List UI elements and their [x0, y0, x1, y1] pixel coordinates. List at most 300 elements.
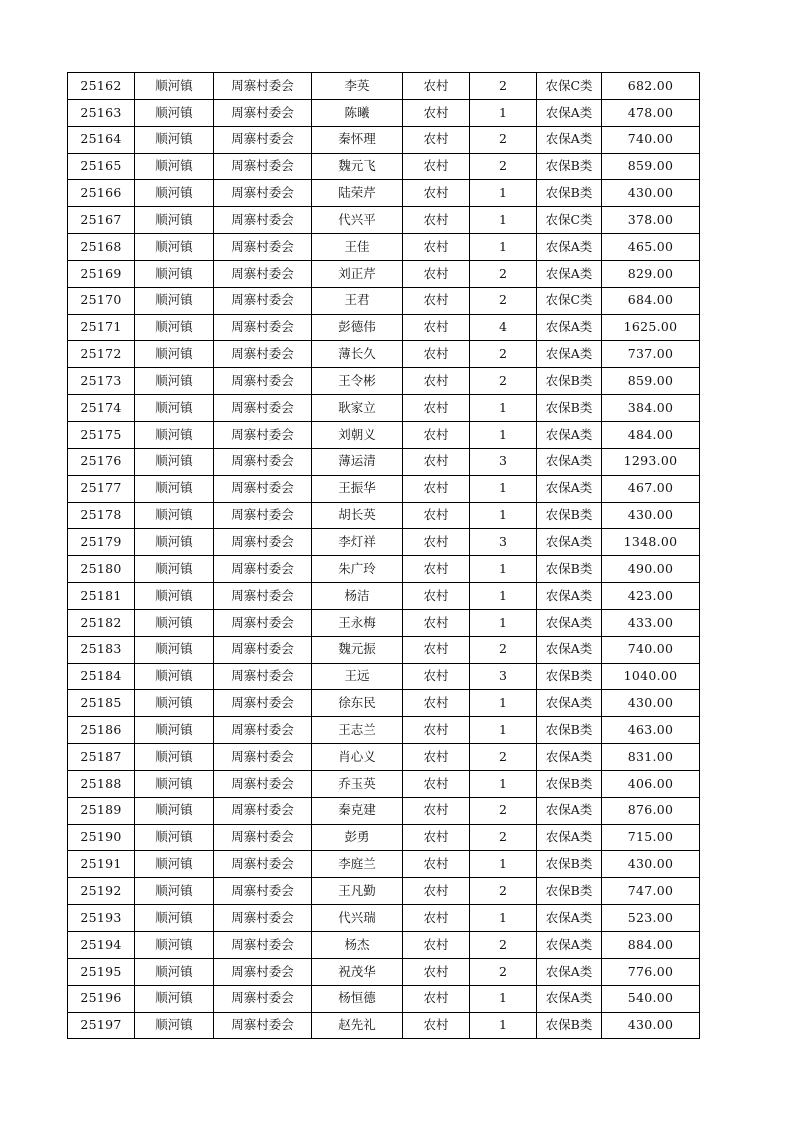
category-cell: 农保B类: [537, 851, 602, 878]
area-type-cell: 农村: [403, 932, 470, 959]
town-cell: 顺河镇: [135, 609, 214, 636]
category-cell: 农保B类: [537, 770, 602, 797]
village-committee-cell: 周寨村委会: [214, 421, 312, 448]
table-row: [68, 663, 700, 690]
area-type-cell: 农村: [403, 529, 470, 556]
town-cell: 顺河镇: [135, 770, 214, 797]
amount-cell: 737.00: [602, 341, 700, 368]
category-cell: 农保B类: [537, 717, 602, 744]
category-cell: 农保A类: [537, 421, 602, 448]
category-cell: 农保B类: [537, 180, 602, 207]
town-cell: 顺河镇: [135, 395, 214, 422]
household-count-cell: 1: [470, 717, 537, 744]
amount-cell: 829.00: [602, 260, 700, 287]
table-row: [68, 770, 700, 797]
category-cell: 农保B类: [537, 502, 602, 529]
village-committee-cell: 周寨村委会: [214, 690, 312, 717]
amount-cell: 740.00: [602, 636, 700, 663]
amount-cell: 478.00: [602, 99, 700, 126]
amount-cell: 433.00: [602, 609, 700, 636]
amount-cell: 430.00: [602, 690, 700, 717]
area-type-cell: 农村: [403, 73, 470, 100]
name-cell: 刘朝义: [312, 421, 403, 448]
area-type-cell: 农村: [403, 851, 470, 878]
area-type-cell: 农村: [403, 958, 470, 985]
table-row: [68, 932, 700, 959]
household-count-cell: 1: [470, 475, 537, 502]
village-committee-cell: 周寨村委会: [214, 234, 312, 261]
village-committee-cell: 周寨村委会: [214, 1012, 312, 1039]
record-id-cell: 25163: [68, 99, 135, 126]
record-id-cell: 25166: [68, 180, 135, 207]
table-row: [68, 448, 700, 475]
household-count-cell: 1: [470, 207, 537, 234]
area-type-cell: 农村: [403, 663, 470, 690]
table-row: [68, 475, 700, 502]
record-id-cell: 25169: [68, 260, 135, 287]
category-cell: 农保A类: [537, 797, 602, 824]
town-cell: 顺河镇: [135, 126, 214, 153]
village-committee-cell: 周寨村委会: [214, 958, 312, 985]
category-cell: 农保A类: [537, 260, 602, 287]
roster-table: [67, 72, 700, 1039]
town-cell: 顺河镇: [135, 958, 214, 985]
category-cell: 农保C类: [537, 287, 602, 314]
record-id-cell: 25172: [68, 341, 135, 368]
amount-cell: 1348.00: [602, 529, 700, 556]
table-row: [68, 207, 700, 234]
household-count-cell: 2: [470, 958, 537, 985]
name-cell: 代兴瑞: [312, 905, 403, 932]
name-cell: 杨恒德: [312, 985, 403, 1012]
record-id-cell: 25192: [68, 878, 135, 905]
town-cell: 顺河镇: [135, 180, 214, 207]
record-id-cell: 25184: [68, 663, 135, 690]
village-committee-cell: 周寨村委会: [214, 341, 312, 368]
category-cell: 农保A类: [537, 905, 602, 932]
village-committee-cell: 周寨村委会: [214, 73, 312, 100]
area-type-cell: 农村: [403, 421, 470, 448]
table-row: [68, 824, 700, 851]
amount-cell: 430.00: [602, 851, 700, 878]
household-count-cell: 1: [470, 609, 537, 636]
amount-cell: 465.00: [602, 234, 700, 261]
household-count-cell: 2: [470, 368, 537, 395]
category-cell: 农保B类: [537, 878, 602, 905]
area-type-cell: 农村: [403, 690, 470, 717]
area-type-cell: 农村: [403, 260, 470, 287]
town-cell: 顺河镇: [135, 932, 214, 959]
record-id-cell: 25185: [68, 690, 135, 717]
name-cell: 杨杰: [312, 932, 403, 959]
amount-cell: 540.00: [602, 985, 700, 1012]
table-row: [68, 878, 700, 905]
town-cell: 顺河镇: [135, 878, 214, 905]
record-id-cell: 25186: [68, 717, 135, 744]
village-committee-cell: 周寨村委会: [214, 636, 312, 663]
village-committee-cell: 周寨村委会: [214, 260, 312, 287]
area-type-cell: 农村: [403, 905, 470, 932]
town-cell: 顺河镇: [135, 475, 214, 502]
record-id-cell: 25193: [68, 905, 135, 932]
name-cell: 王令彬: [312, 368, 403, 395]
record-id-cell: 25164: [68, 126, 135, 153]
category-cell: 农保A类: [537, 744, 602, 771]
table-row: [68, 609, 700, 636]
name-cell: 祝茂华: [312, 958, 403, 985]
household-count-cell: 2: [470, 73, 537, 100]
town-cell: 顺河镇: [135, 260, 214, 287]
household-count-cell: 3: [470, 448, 537, 475]
village-committee-cell: 周寨村委会: [214, 878, 312, 905]
area-type-cell: 农村: [403, 797, 470, 824]
table-row: [68, 234, 700, 261]
area-type-cell: 农村: [403, 314, 470, 341]
household-count-cell: 2: [470, 932, 537, 959]
area-type-cell: 农村: [403, 878, 470, 905]
household-count-cell: 2: [470, 797, 537, 824]
household-count-cell: 2: [470, 636, 537, 663]
name-cell: 秦怀理: [312, 126, 403, 153]
record-id-cell: 25181: [68, 583, 135, 610]
table-row: [68, 985, 700, 1012]
village-committee-cell: 周寨村委会: [214, 770, 312, 797]
town-cell: 顺河镇: [135, 153, 214, 180]
area-type-cell: 农村: [403, 234, 470, 261]
name-cell: 魏元飞: [312, 153, 403, 180]
household-count-cell: 2: [470, 878, 537, 905]
table-row: [68, 556, 700, 583]
category-cell: 农保A类: [537, 314, 602, 341]
village-committee-cell: 周寨村委会: [214, 556, 312, 583]
name-cell: 朱广玲: [312, 556, 403, 583]
amount-cell: 740.00: [602, 126, 700, 153]
table-row: [68, 851, 700, 878]
amount-cell: 467.00: [602, 475, 700, 502]
table-row: [68, 368, 700, 395]
town-cell: 顺河镇: [135, 824, 214, 851]
town-cell: 顺河镇: [135, 690, 214, 717]
town-cell: 顺河镇: [135, 421, 214, 448]
category-cell: 农保C类: [537, 73, 602, 100]
name-cell: 陈曦: [312, 99, 403, 126]
town-cell: 顺河镇: [135, 448, 214, 475]
category-cell: 农保A类: [537, 234, 602, 261]
name-cell: 陆荣芹: [312, 180, 403, 207]
record-id-cell: 25182: [68, 609, 135, 636]
area-type-cell: 农村: [403, 583, 470, 610]
record-id-cell: 25176: [68, 448, 135, 475]
amount-cell: 430.00: [602, 180, 700, 207]
amount-cell: 484.00: [602, 421, 700, 448]
village-committee-cell: 周寨村委会: [214, 180, 312, 207]
village-committee-cell: 周寨村委会: [214, 287, 312, 314]
category-cell: 农保A类: [537, 475, 602, 502]
town-cell: 顺河镇: [135, 583, 214, 610]
town-cell: 顺河镇: [135, 341, 214, 368]
amount-cell: 430.00: [602, 502, 700, 529]
name-cell: 肖心义: [312, 744, 403, 771]
town-cell: 顺河镇: [135, 717, 214, 744]
household-count-cell: 1: [470, 99, 537, 126]
table-row: [68, 180, 700, 207]
amount-cell: 423.00: [602, 583, 700, 610]
name-cell: 薄长久: [312, 341, 403, 368]
household-count-cell: 1: [470, 905, 537, 932]
household-count-cell: 1: [470, 1012, 537, 1039]
record-id-cell: 25194: [68, 932, 135, 959]
village-committee-cell: 周寨村委会: [214, 985, 312, 1012]
area-type-cell: 农村: [403, 368, 470, 395]
household-count-cell: 1: [470, 421, 537, 448]
name-cell: 薄运清: [312, 448, 403, 475]
amount-cell: 831.00: [602, 744, 700, 771]
name-cell: 李英: [312, 73, 403, 100]
category-cell: 农保A类: [537, 529, 602, 556]
area-type-cell: 农村: [403, 126, 470, 153]
category-cell: 农保A类: [537, 958, 602, 985]
category-cell: 农保B类: [537, 556, 602, 583]
area-type-cell: 农村: [403, 744, 470, 771]
household-count-cell: 1: [470, 770, 537, 797]
table-row: [68, 690, 700, 717]
name-cell: 胡长英: [312, 502, 403, 529]
amount-cell: 859.00: [602, 368, 700, 395]
category-cell: 农保B类: [537, 395, 602, 422]
household-count-cell: 1: [470, 556, 537, 583]
area-type-cell: 农村: [403, 475, 470, 502]
record-id-cell: 25195: [68, 958, 135, 985]
name-cell: 赵先礼: [312, 1012, 403, 1039]
area-type-cell: 农村: [403, 287, 470, 314]
area-type-cell: 农村: [403, 395, 470, 422]
record-id-cell: 25191: [68, 851, 135, 878]
village-committee-cell: 周寨村委会: [214, 824, 312, 851]
village-committee-cell: 周寨村委会: [214, 395, 312, 422]
amount-cell: 715.00: [602, 824, 700, 851]
table-row: [68, 421, 700, 448]
household-count-cell: 1: [470, 502, 537, 529]
town-cell: 顺河镇: [135, 905, 214, 932]
name-cell: 刘正芹: [312, 260, 403, 287]
table-row: [68, 529, 700, 556]
town-cell: 顺河镇: [135, 556, 214, 583]
village-committee-cell: 周寨村委会: [214, 314, 312, 341]
category-cell: 农保B类: [537, 663, 602, 690]
name-cell: 魏元振: [312, 636, 403, 663]
name-cell: 彭勇: [312, 824, 403, 851]
table-row: [68, 341, 700, 368]
category-cell: 农保C类: [537, 207, 602, 234]
category-cell: 农保A类: [537, 448, 602, 475]
village-committee-cell: 周寨村委会: [214, 663, 312, 690]
name-cell: 王凡勤: [312, 878, 403, 905]
name-cell: 王志兰: [312, 717, 403, 744]
village-committee-cell: 周寨村委会: [214, 797, 312, 824]
area-type-cell: 农村: [403, 717, 470, 744]
town-cell: 顺河镇: [135, 207, 214, 234]
amount-cell: 684.00: [602, 287, 700, 314]
amount-cell: 1293.00: [602, 448, 700, 475]
record-id-cell: 25179: [68, 529, 135, 556]
table-row: [68, 744, 700, 771]
table-row: [68, 395, 700, 422]
village-committee-cell: 周寨村委会: [214, 153, 312, 180]
record-id-cell: 25183: [68, 636, 135, 663]
amount-cell: 463.00: [602, 717, 700, 744]
town-cell: 顺河镇: [135, 314, 214, 341]
amount-cell: 490.00: [602, 556, 700, 583]
name-cell: 王永梅: [312, 609, 403, 636]
village-committee-cell: 周寨村委会: [214, 744, 312, 771]
record-id-cell: 25175: [68, 421, 135, 448]
name-cell: 王佳: [312, 234, 403, 261]
record-id-cell: 25187: [68, 744, 135, 771]
category-cell: 农保A类: [537, 932, 602, 959]
record-id-cell: 25174: [68, 395, 135, 422]
record-id-cell: 25173: [68, 368, 135, 395]
name-cell: 秦克建: [312, 797, 403, 824]
record-id-cell: 25171: [68, 314, 135, 341]
table-row: [68, 905, 700, 932]
town-cell: 顺河镇: [135, 234, 214, 261]
village-committee-cell: 周寨村委会: [214, 583, 312, 610]
town-cell: 顺河镇: [135, 287, 214, 314]
area-type-cell: 农村: [403, 207, 470, 234]
town-cell: 顺河镇: [135, 99, 214, 126]
town-cell: 顺河镇: [135, 1012, 214, 1039]
table-row: [68, 583, 700, 610]
area-type-cell: 农村: [403, 636, 470, 663]
category-cell: 农保B类: [537, 153, 602, 180]
area-type-cell: 农村: [403, 1012, 470, 1039]
table-row: [68, 797, 700, 824]
area-type-cell: 农村: [403, 448, 470, 475]
town-cell: 顺河镇: [135, 529, 214, 556]
name-cell: 耿家立: [312, 395, 403, 422]
record-id-cell: 25190: [68, 824, 135, 851]
name-cell: 王振华: [312, 475, 403, 502]
household-count-cell: 1: [470, 985, 537, 1012]
village-committee-cell: 周寨村委会: [214, 529, 312, 556]
table-row: [68, 99, 700, 126]
town-cell: 顺河镇: [135, 851, 214, 878]
village-committee-cell: 周寨村委会: [214, 717, 312, 744]
village-committee-cell: 周寨村委会: [214, 448, 312, 475]
area-type-cell: 农村: [403, 609, 470, 636]
category-cell: 农保A类: [537, 126, 602, 153]
amount-cell: 884.00: [602, 932, 700, 959]
name-cell: 王远: [312, 663, 403, 690]
name-cell: 李庭兰: [312, 851, 403, 878]
town-cell: 顺河镇: [135, 636, 214, 663]
name-cell: 乔玉英: [312, 770, 403, 797]
household-count-cell: 1: [470, 851, 537, 878]
category-cell: 农保B类: [537, 368, 602, 395]
table-row: [68, 287, 700, 314]
table-row: [68, 73, 700, 100]
amount-cell: 384.00: [602, 395, 700, 422]
table-row: [68, 636, 700, 663]
record-id-cell: 25162: [68, 73, 135, 100]
record-id-cell: 25177: [68, 475, 135, 502]
village-committee-cell: 周寨村委会: [214, 368, 312, 395]
village-committee-cell: 周寨村委会: [214, 475, 312, 502]
category-cell: 农保A类: [537, 609, 602, 636]
household-count-cell: 2: [470, 744, 537, 771]
area-type-cell: 农村: [403, 180, 470, 207]
household-count-cell: 2: [470, 287, 537, 314]
amount-cell: 876.00: [602, 797, 700, 824]
area-type-cell: 农村: [403, 341, 470, 368]
household-count-cell: 1: [470, 234, 537, 261]
record-id-cell: 25189: [68, 797, 135, 824]
category-cell: 农保A类: [537, 583, 602, 610]
amount-cell: 406.00: [602, 770, 700, 797]
household-count-cell: 2: [470, 153, 537, 180]
area-type-cell: 农村: [403, 824, 470, 851]
table-row: [68, 502, 700, 529]
category-cell: 农保A类: [537, 824, 602, 851]
village-committee-cell: 周寨村委会: [214, 851, 312, 878]
village-committee-cell: 周寨村委会: [214, 207, 312, 234]
table-row: [68, 260, 700, 287]
village-committee-cell: 周寨村委会: [214, 932, 312, 959]
record-id-cell: 25197: [68, 1012, 135, 1039]
category-cell: 农保A类: [537, 636, 602, 663]
name-cell: 彭德伟: [312, 314, 403, 341]
town-cell: 顺河镇: [135, 502, 214, 529]
household-count-cell: 3: [470, 529, 537, 556]
record-id-cell: 25167: [68, 207, 135, 234]
name-cell: 杨洁: [312, 583, 403, 610]
household-count-cell: 1: [470, 690, 537, 717]
record-id-cell: 25168: [68, 234, 135, 261]
amount-cell: 1625.00: [602, 314, 700, 341]
household-count-cell: 1: [470, 583, 537, 610]
category-cell: 农保B类: [537, 1012, 602, 1039]
table-row: [68, 153, 700, 180]
record-id-cell: 25178: [68, 502, 135, 529]
record-id-cell: 25196: [68, 985, 135, 1012]
village-committee-cell: 周寨村委会: [214, 502, 312, 529]
category-cell: 农保A类: [537, 690, 602, 717]
record-id-cell: 25165: [68, 153, 135, 180]
category-cell: 农保A类: [537, 985, 602, 1012]
category-cell: 农保A类: [537, 99, 602, 126]
town-cell: 顺河镇: [135, 985, 214, 1012]
record-id-cell: 25170: [68, 287, 135, 314]
record-id-cell: 25180: [68, 556, 135, 583]
village-committee-cell: 周寨村委会: [214, 609, 312, 636]
category-cell: 农保A类: [537, 341, 602, 368]
household-count-cell: 3: [470, 663, 537, 690]
area-type-cell: 农村: [403, 556, 470, 583]
amount-cell: 747.00: [602, 878, 700, 905]
village-committee-cell: 周寨村委会: [214, 905, 312, 932]
household-count-cell: 2: [470, 126, 537, 153]
town-cell: 顺河镇: [135, 368, 214, 395]
town-cell: 顺河镇: [135, 744, 214, 771]
amount-cell: 776.00: [602, 958, 700, 985]
table-row: [68, 717, 700, 744]
household-count-cell: 1: [470, 180, 537, 207]
area-type-cell: 农村: [403, 153, 470, 180]
area-type-cell: 农村: [403, 99, 470, 126]
name-cell: 徐东民: [312, 690, 403, 717]
table-row: [68, 958, 700, 985]
amount-cell: 1040.00: [602, 663, 700, 690]
